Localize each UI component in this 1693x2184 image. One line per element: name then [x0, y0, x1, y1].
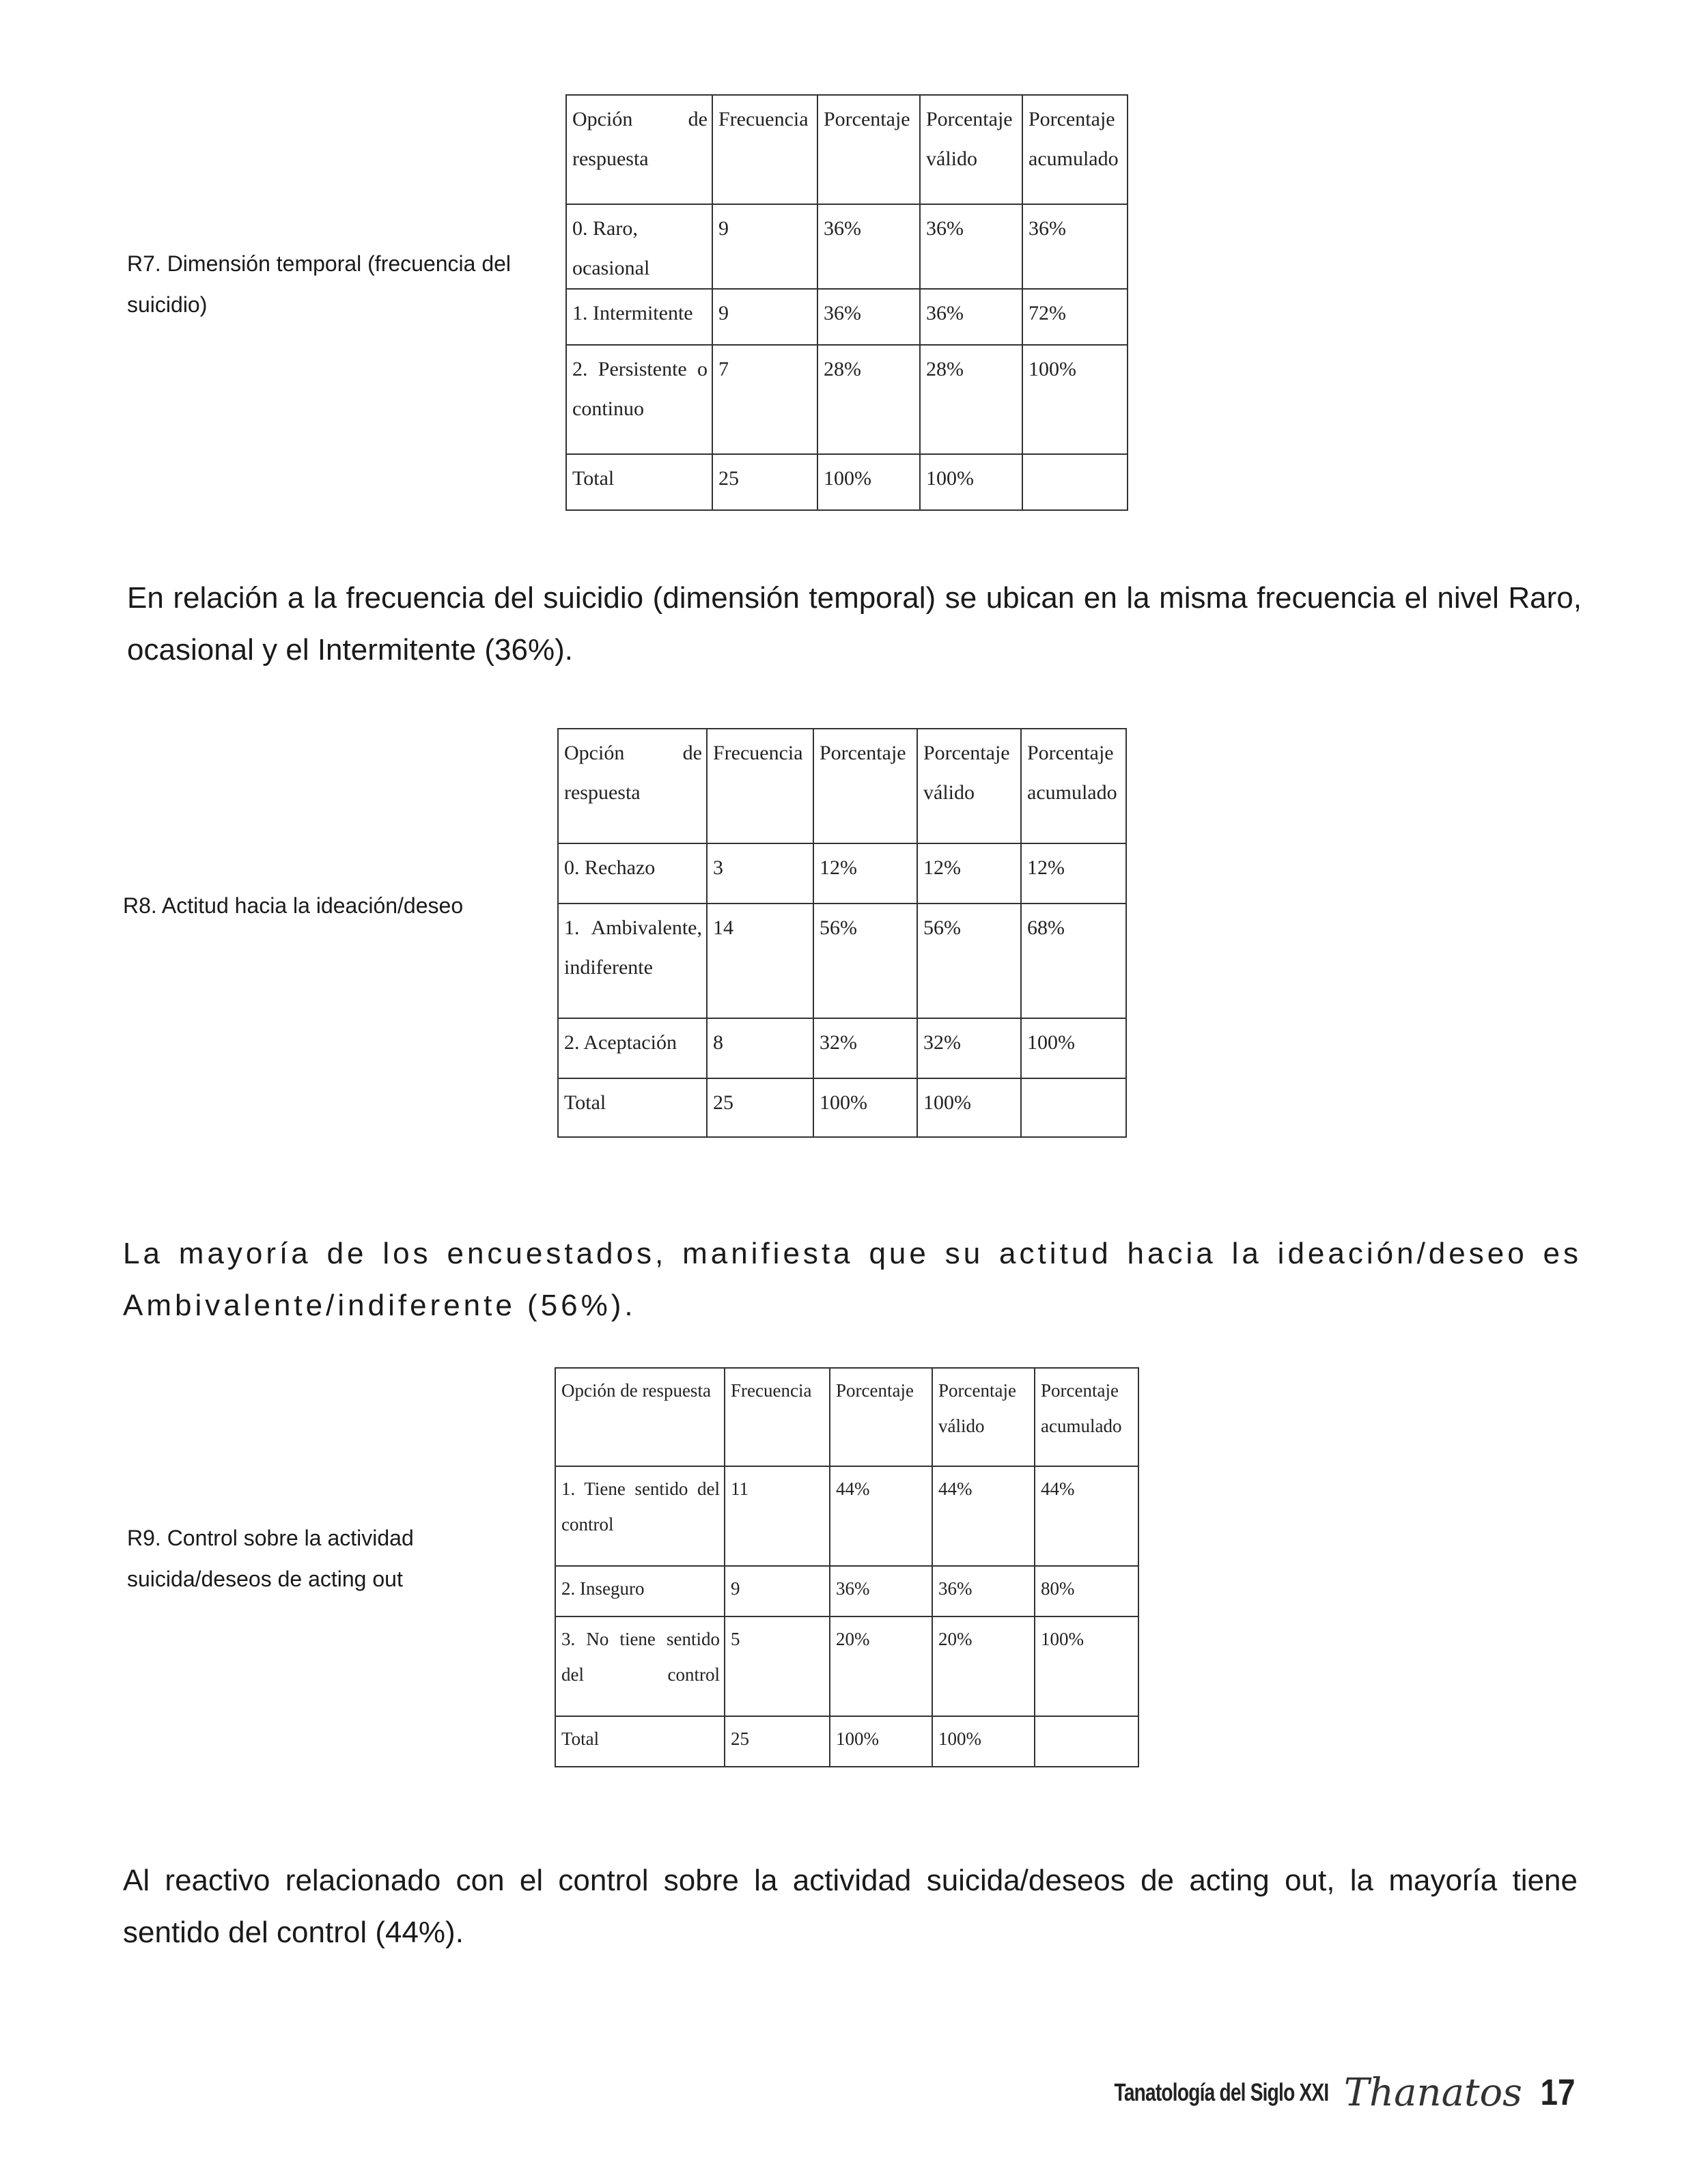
table-cell: 56%: [917, 904, 1021, 1018]
table-cell: 2. Inseguro: [555, 1566, 725, 1616]
table-cell: 32%: [917, 1018, 1021, 1078]
table-cell: [1022, 454, 1128, 510]
table-header-cell: Porcentaje: [817, 95, 920, 204]
table-cell: 2. Aceptación: [558, 1018, 707, 1078]
table-row: [558, 904, 1126, 1018]
table-cell: 20%: [932, 1616, 1035, 1716]
table-cell: 100%: [932, 1716, 1035, 1767]
table-cell: 36%: [830, 1566, 932, 1616]
table-header-cell: Porcentaje: [813, 729, 917, 843]
table-header-cell: Opción de respuesta: [555, 1368, 725, 1466]
table-cell: 100%: [920, 454, 1022, 510]
paragraph-r9: Al reactivo relacionado con el control sobre la actividad suicida/deseos de acting out, la mayoría tiene sentido del control (44%).: [123, 1864, 1578, 1949]
table-header-cell: Frecuencia: [712, 95, 817, 204]
table-cell: Total: [558, 1078, 707, 1137]
table-cell: 0. Raro, ocasional: [566, 204, 712, 289]
table-row: [566, 204, 1128, 289]
table-cell: 8: [707, 1018, 813, 1078]
table-cell: 28%: [920, 345, 1022, 454]
table-header-cell: Porcentaje acumulado: [1021, 729, 1126, 843]
journal-name: Tanatología del Siglo XXI: [1114, 2078, 1329, 2106]
table-cell: 36%: [920, 204, 1022, 289]
table-header-cell: Porcentaje válido: [917, 729, 1021, 843]
table-cell: 20%: [830, 1616, 932, 1716]
table-cell: 44%: [932, 1466, 1035, 1566]
table-cell: 32%: [813, 1018, 917, 1078]
table-row: [555, 1616, 1138, 1716]
table-cell: 25: [712, 454, 817, 510]
table-cell: 5: [725, 1616, 830, 1716]
table-cell: Total: [566, 454, 712, 510]
table-cell: 11: [725, 1466, 830, 1566]
table-cell: 9: [712, 289, 817, 345]
table-cell: 44%: [1035, 1466, 1138, 1566]
table-cell: [1021, 1078, 1126, 1137]
table-row: [566, 289, 1128, 345]
table-cell: 72%: [1022, 289, 1128, 345]
table-cell: 100%: [1021, 1018, 1126, 1078]
brand-logo: Thanatos: [1343, 2070, 1522, 2115]
table-cell: 2. Persistente o continuo: [566, 345, 712, 454]
table-row: [558, 843, 1126, 904]
table-r9: [555, 1367, 1139, 1767]
table-cell: 100%: [813, 1078, 917, 1137]
table-row: [555, 1716, 1138, 1767]
table-cell: 12%: [917, 843, 1021, 904]
table-header-row: [566, 95, 1128, 204]
table-cell: 36%: [932, 1566, 1035, 1616]
table-row: [555, 1566, 1138, 1616]
table-header-cell: Porcentaje válido: [920, 95, 1022, 204]
caption-r9: R9. Control sobre la actividad suicida/deseos de acting out: [127, 1526, 414, 1591]
table-cell: 12%: [813, 843, 917, 904]
table-header-cell: Opción de respuesta: [566, 95, 712, 204]
table-cell: 56%: [813, 904, 917, 1018]
page-footer: [1054, 2065, 1578, 2120]
table-row: [555, 1466, 1138, 1566]
table-cell: 80%: [1035, 1566, 1138, 1616]
table-cell: 1. Intermitente: [566, 289, 712, 345]
table-header-cell: Porcentaje acumulado: [1035, 1368, 1138, 1466]
table-cell: 100%: [1022, 345, 1128, 454]
table-cell: 100%: [917, 1078, 1021, 1137]
table-cell: 100%: [1035, 1616, 1138, 1716]
table-row: [566, 454, 1128, 510]
table-cell: 36%: [817, 204, 920, 289]
table-r8: [557, 728, 1127, 1138]
table-header-cell: Porcentaje: [830, 1368, 932, 1466]
table-cell: 100%: [830, 1716, 932, 1767]
table-row: [558, 1018, 1126, 1078]
paragraph-r8: La mayoría de los encuestados, manifiesta que su actitud hacia la ideación/deseo es Ambivalente/indiferente (56%).: [123, 1237, 1582, 1322]
paragraph-r7: En relación a la frecuencia del suicidio (dimensión temporal) se ubican en la misma frecuencia el nivel Raro, ocasional y el Intermitente (36%).: [127, 581, 1582, 667]
table-cell: 36%: [920, 289, 1022, 345]
table-cell: 14: [707, 904, 813, 1018]
table-row: [558, 1078, 1126, 1137]
table-cell: 25: [725, 1716, 830, 1767]
table-cell: 0. Rechazo: [558, 843, 707, 904]
table-cell: 1. Ambivalente, indiferente: [558, 904, 707, 1018]
table-header-row: [555, 1368, 1138, 1466]
caption-r8: R8. Actitud hacia la ideación/deseo: [123, 893, 464, 918]
table-cell: 3. No tiene sentido del control: [555, 1616, 725, 1716]
table-cell: 9: [712, 204, 817, 289]
table-cell: 3: [707, 843, 813, 904]
table-cell: 68%: [1021, 904, 1126, 1018]
table-cell: 28%: [817, 345, 920, 454]
table-cell: 25: [707, 1078, 813, 1137]
table-header-cell: Frecuencia: [725, 1368, 830, 1466]
table-cell: 12%: [1021, 843, 1126, 904]
table-header-row: [558, 729, 1126, 843]
table-cell: 1. Tiene sentido del control: [555, 1466, 725, 1566]
table-cell: 7: [712, 345, 817, 454]
table-cell: Total: [555, 1716, 725, 1767]
table-cell: 36%: [1022, 204, 1128, 289]
table-header-cell: Porcentaje acumulado: [1022, 95, 1128, 204]
caption-r7: R7. Dimensión temporal (frecuencia del suicidio): [127, 251, 512, 317]
table-cell: 9: [725, 1566, 830, 1616]
table-r7: [565, 94, 1128, 511]
table-header-cell: Opción de respuesta: [558, 729, 707, 843]
table-cell: [1035, 1716, 1138, 1767]
table-header-cell: Porcentaje válido: [932, 1368, 1035, 1466]
table-cell: 44%: [830, 1466, 932, 1566]
table-cell: 100%: [817, 454, 920, 510]
page-number: 17: [1540, 2072, 1576, 2113]
table-header-cell: Frecuencia: [707, 729, 813, 843]
table-row: [566, 345, 1128, 454]
table-cell: 36%: [817, 289, 920, 345]
